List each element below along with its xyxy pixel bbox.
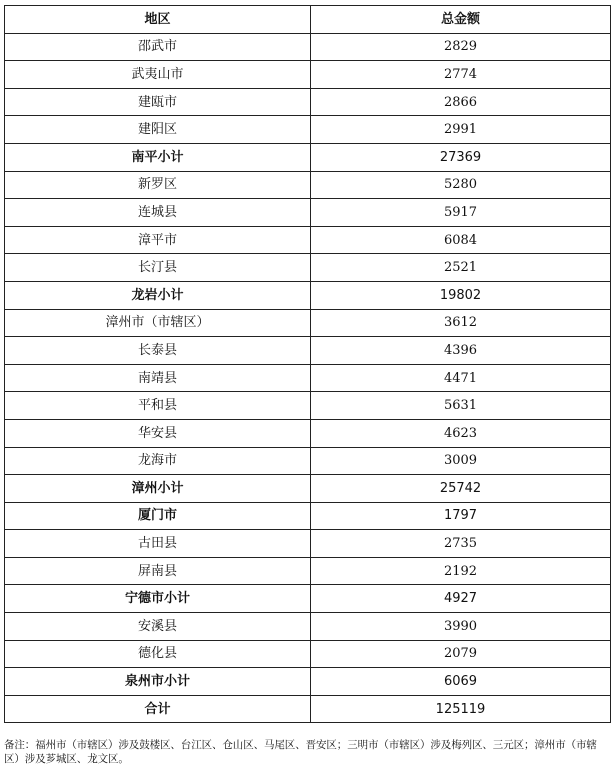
amount-cell: 4927 bbox=[311, 585, 611, 613]
amount-cell: 3990 bbox=[311, 613, 611, 641]
amount-cell: 2192 bbox=[311, 557, 611, 585]
amount-cell: 5631 bbox=[311, 392, 611, 420]
region-cell: 南靖县 bbox=[5, 364, 311, 392]
amount-cell: 2735 bbox=[311, 530, 611, 558]
footnote-remark: 备注：福州市（市辖区）涉及鼓楼区、台江区、仓山区、马尾区、晋安区；三明市（市辖区）涉及梅列区、三元区；漳州市（市辖区）涉及芗城区、龙文区。 bbox=[4, 739, 597, 765]
table-row bbox=[5, 392, 611, 420]
amount-cell: 2774 bbox=[311, 61, 611, 89]
regional-amount-table bbox=[4, 5, 611, 723]
table-row bbox=[5, 337, 611, 365]
region-cell: 新罗区 bbox=[5, 171, 311, 199]
amount-cell: 5917 bbox=[311, 199, 611, 227]
region-cell: 龙岩小计 bbox=[5, 281, 311, 309]
region-cell: 武夷山市 bbox=[5, 61, 311, 89]
region-cell: 德化县 bbox=[5, 640, 311, 668]
region-cell: 合计 bbox=[5, 695, 311, 723]
table-row bbox=[5, 88, 611, 116]
amount-cell: 2866 bbox=[311, 88, 611, 116]
table-row bbox=[5, 33, 611, 61]
table-row-subtotal bbox=[5, 502, 611, 530]
header-total-amount: 总金额 bbox=[311, 6, 611, 34]
amount-cell: 6069 bbox=[311, 668, 611, 696]
region-cell: 邵武市 bbox=[5, 33, 311, 61]
amount-cell: 1797 bbox=[311, 502, 611, 530]
amount-cell: 2079 bbox=[311, 640, 611, 668]
amount-cell: 4396 bbox=[311, 337, 611, 365]
table-row-subtotal bbox=[5, 695, 611, 723]
region-cell: 龙海市 bbox=[5, 447, 311, 475]
amount-cell: 4623 bbox=[311, 419, 611, 447]
table-row bbox=[5, 447, 611, 475]
amount-cell: 25742 bbox=[311, 475, 611, 503]
region-cell: 建阳区 bbox=[5, 116, 311, 144]
table-row bbox=[5, 116, 611, 144]
region-cell: 宁德市小计 bbox=[5, 585, 311, 613]
amount-cell: 6084 bbox=[311, 226, 611, 254]
region-cell: 南平小计 bbox=[5, 143, 311, 171]
table-row-subtotal bbox=[5, 585, 611, 613]
table-row bbox=[5, 309, 611, 337]
table-row bbox=[5, 640, 611, 668]
table-row bbox=[5, 226, 611, 254]
table-row-subtotal bbox=[5, 668, 611, 696]
region-cell: 泉州市小计 bbox=[5, 668, 311, 696]
amount-cell: 125119 bbox=[311, 695, 611, 723]
region-cell: 漳平市 bbox=[5, 226, 311, 254]
region-cell: 安溪县 bbox=[5, 613, 311, 641]
amount-cell: 19802 bbox=[311, 281, 611, 309]
amount-cell: 2829 bbox=[311, 33, 611, 61]
table-row-subtotal bbox=[5, 475, 611, 503]
table-row bbox=[5, 254, 611, 282]
region-cell: 古田县 bbox=[5, 530, 311, 558]
amount-cell: 3009 bbox=[311, 447, 611, 475]
table-row bbox=[5, 364, 611, 392]
table-row bbox=[5, 171, 611, 199]
amount-cell: 2991 bbox=[311, 116, 611, 144]
amount-cell: 2521 bbox=[311, 254, 611, 282]
region-cell: 华安县 bbox=[5, 419, 311, 447]
region-cell: 屏南县 bbox=[5, 557, 311, 585]
amount-cell: 3612 bbox=[311, 309, 611, 337]
table-row bbox=[5, 530, 611, 558]
table-row-subtotal bbox=[5, 143, 611, 171]
region-cell: 建瓯市 bbox=[5, 88, 311, 116]
region-cell: 漳州市（市辖区） bbox=[5, 309, 311, 337]
region-cell: 连城县 bbox=[5, 199, 311, 227]
table-row bbox=[5, 419, 611, 447]
amount-cell: 5280 bbox=[311, 171, 611, 199]
table-row bbox=[5, 61, 611, 89]
region-cell: 长汀县 bbox=[5, 254, 311, 282]
table-row bbox=[5, 557, 611, 585]
table-row bbox=[5, 613, 611, 641]
region-cell: 平和县 bbox=[5, 392, 311, 420]
region-cell: 长泰县 bbox=[5, 337, 311, 365]
table-row-subtotal bbox=[5, 281, 611, 309]
table-row bbox=[5, 199, 611, 227]
region-cell: 漳州小计 bbox=[5, 475, 311, 503]
region-cell: 厦门市 bbox=[5, 502, 311, 530]
table-body bbox=[5, 33, 611, 723]
header-region: 地区 bbox=[5, 6, 311, 34]
amount-cell: 4471 bbox=[311, 364, 611, 392]
table-header-row bbox=[5, 6, 611, 34]
amount-cell: 27369 bbox=[311, 143, 611, 171]
summary-table-container bbox=[4, 5, 610, 723]
